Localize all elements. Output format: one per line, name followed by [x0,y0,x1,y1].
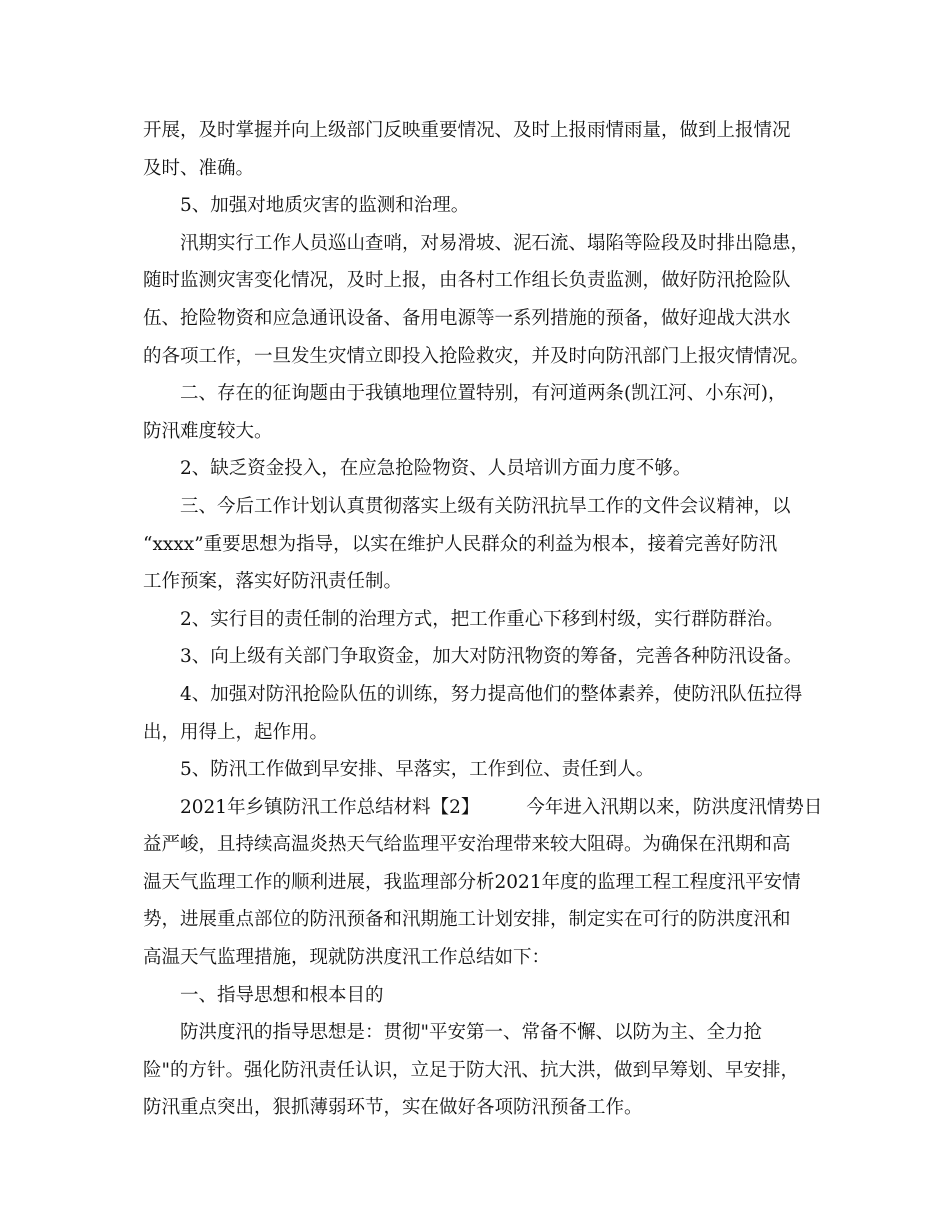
text-line: 2021年乡镇防汛工作总结材料【2】 今年进入汛期以来，防洪度汛情势日 [180,796,823,818]
text-line: 3、向上级有关部门争取资金，加大对防汛物资的筹备，完善各种防汛设备。 [180,646,803,668]
text-line: 三、今后工作计划认真贯彻落实上级有关防汛抗旱工作的文件会议精神，以 [180,495,791,517]
text-line: 势，进展重点部位的防汛预备和汛期施工计划安排，制定实在可行的防洪度汛和 [143,909,791,931]
text-line: 益严峻，且持续高温炎热天气给监理平安治理带来较大阻碍。为确保在汛期和高 [143,834,791,856]
text-line: 出，用得上，起作用。 [143,721,329,743]
document-page [143,112,823,1127]
text-line: 防汛重点突出，狠抓薄弱环节，实在做好各项防汛预备工作。 [143,1097,643,1119]
text-line: 5、防汛工作做到早安排、早落实，工作到位、责任到人。 [180,759,655,781]
text-line: 工作预案，落实好防汛责任制。 [143,571,403,593]
text-line: 4、加强对防汛抢险队伍的训练，努力提高他们的整体素养，使防汛队伍拉得 [180,683,803,705]
text-line: 随时监测灾害变化情况，及时上报，由各村工作组长负责监测，做好防汛抢险队 [143,270,791,292]
text-line: 开展，及时掌握并向上级部门反映重要情况、及时上报雨情雨量，做到上报情况 [143,120,791,141]
text-line: “xxxx”重要思想为指导，以实在维护人民群众的利益为根本，接着完善好防汛 [143,533,778,555]
text-line: 一、指导思想和根本目的 [180,984,384,1006]
text-line: 高温天气监理措施，现就防洪度汛工作总结如下： [143,947,551,969]
text-line: 5、加强对地质灾害的监测和治理。 [180,195,470,217]
text-line: 的各项工作，一旦发生灾情立即投入抢险救灾，并及时向防汛部门上报灾情情况。 [143,345,810,367]
text-line: 汛期实行工作人员巡山查哨，对易滑坡、泥石流、塌陷等险段及时排出隐患， [180,232,810,254]
text-line: 二、存在的征询题由于我镇地理位置特别，有河道两条(凯江河、小东河)， [180,383,787,405]
text-line: 2、缺乏资金投入，在应急抢险物资、人员培训方面力度不够。 [180,458,692,480]
text-line: 防汛难度较大。 [143,420,273,442]
text-line: 险"的方针。强化防汛责任认识，立足于防大汛、抗大洪，做到早筹划、早安排， [143,1059,800,1081]
text-line: 伍、抢险物资和应急通讯设备、备用电源等一系列措施的预备，做好迎战大洪水 [143,307,791,329]
text-line: 防洪度汛的指导思想是：贯彻"平安第一、常备不懈、以防为主、全力抢 [180,1022,763,1044]
text-line: 温天气监理工作的顺利进展，我监理部分析2021年度的监理工程工程度汛平安情 [143,871,801,893]
text-line: 2、实行目的责任制的治理方式，把工作重心下移到村级，实行群防群治。 [180,608,784,630]
text-line: 及时、准确。 [143,157,255,179]
